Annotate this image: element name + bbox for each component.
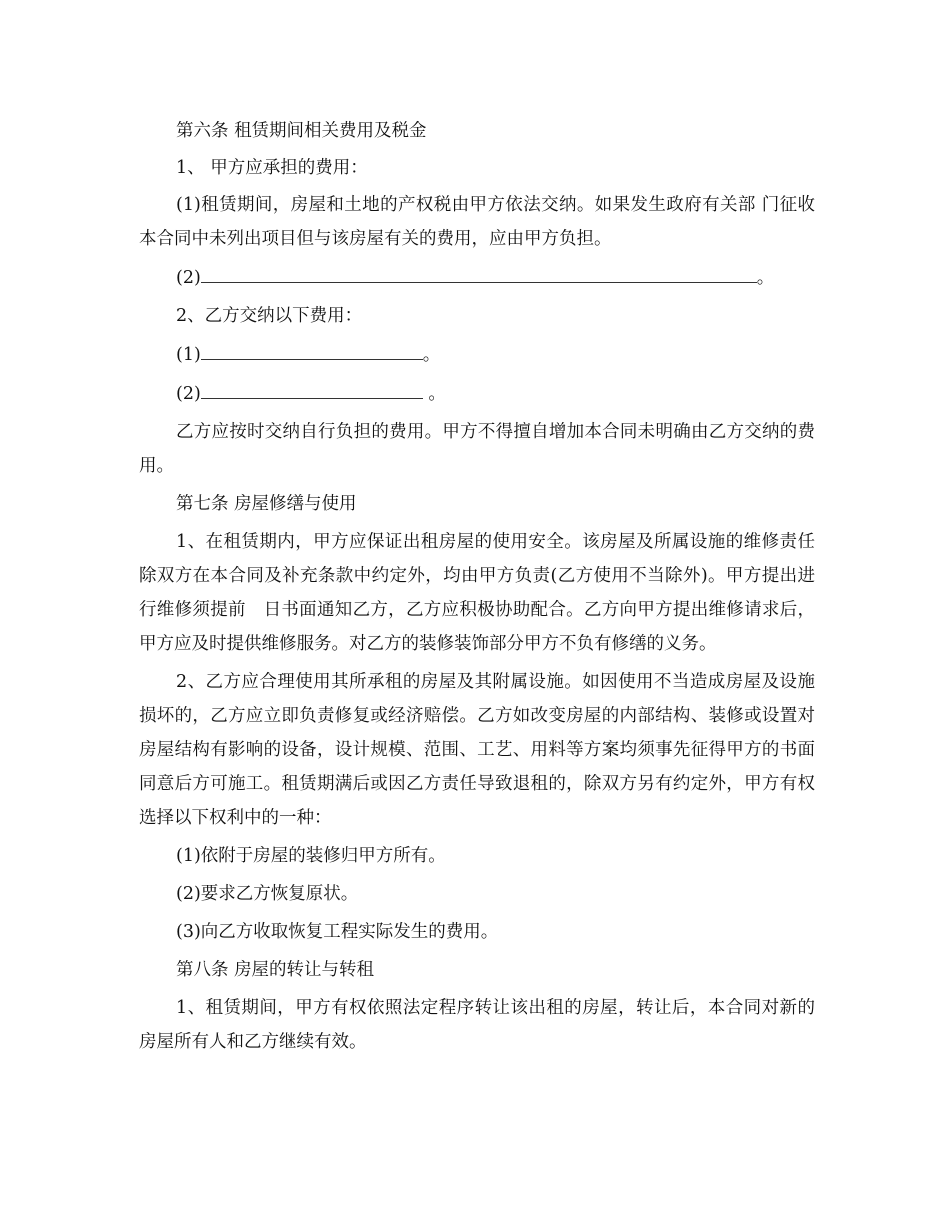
item-prefix: (2) bbox=[176, 268, 201, 288]
article-7-option-3: (3)向乙方收取恢复工程实际发生的费用。 bbox=[176, 922, 499, 942]
item-suffix: 。 bbox=[422, 345, 441, 365]
fill-in-blank bbox=[201, 376, 423, 399]
article-6-item-1-2 bbox=[139, 260, 815, 295]
item-suffix: 。 bbox=[756, 268, 775, 288]
article-6-item-2: 2、乙方交纳以下费用： bbox=[176, 306, 363, 326]
item-suffix: 。 bbox=[422, 384, 446, 404]
article-7-heading: 第七条 房屋修缮与使用 bbox=[176, 494, 357, 514]
article-7-option-2: (2)要求乙方恢复原状。 bbox=[176, 884, 359, 904]
article-8-heading: 第八条 房屋的转让与转租 bbox=[176, 960, 375, 980]
article-7-option-1: (1)依附于房屋的装修归甲方所有。 bbox=[176, 846, 446, 866]
article-6-heading: 第六条 租赁期间相关费用及税金 bbox=[176, 121, 427, 141]
article-6-item-1: 1、 甲方应承担的费用： bbox=[176, 158, 368, 178]
fill-in-blank bbox=[201, 260, 757, 283]
fill-in-blank bbox=[201, 337, 423, 360]
item-prefix: (1) bbox=[176, 345, 201, 365]
item-prefix: (2) bbox=[176, 384, 201, 404]
article-7-item-1: 1、在租赁期内，甲方应保证出租房屋的使用安全。该房屋及所属设施的维修责任除双方在本合同及补充条款中约定外，均由甲方负责(乙方使用不当除外)。甲方提出进行维修须提前 日书面通知乙方，乙方应积极协助配合。乙方向甲方提出维修请求后，甲方应及时提供维修服务。对乙方的装修装饰部分甲方不负有修缮的义务。 bbox=[139, 532, 815, 654]
article-6-item-2-1 bbox=[139, 337, 815, 372]
article-7-item-2: 2、乙方应合理使用其所承租的房屋及其附属设施。如因使用不当造成房屋及设施损坏的，乙方应立即负责修复或经济赔偿。乙方如改变房屋的内部结构、装修或设置对房屋结构有影响的设备，设计规模、范围、工艺、用料等方案均须事先征得甲方的书面同意后方可施工。租赁期满后或因乙方责任导致退租的，除双方另有约定外，甲方有权选择以下权利中的一种： bbox=[139, 672, 815, 828]
document-page bbox=[139, 114, 815, 1059]
article-6-item-2-2 bbox=[139, 376, 815, 411]
article-8-item-1: 1、租赁期间，甲方有权依照法定程序转让该出租的房屋，转让后，本合同对新的房屋所有人和乙方继续有效。 bbox=[139, 998, 815, 1052]
article-6-item-1-1: (1)租赁期间，房屋和土地的产权税由甲方依法交纳。如果发生政府有关部 门征收本合同中未列出项目但与该房屋有关的费用，应由甲方负担。 bbox=[139, 195, 815, 249]
article-6-closing: 乙方应按时交纳自行负担的费用。甲方不得擅自增加本合同未明确由乙方交纳的费用。 bbox=[139, 422, 815, 476]
